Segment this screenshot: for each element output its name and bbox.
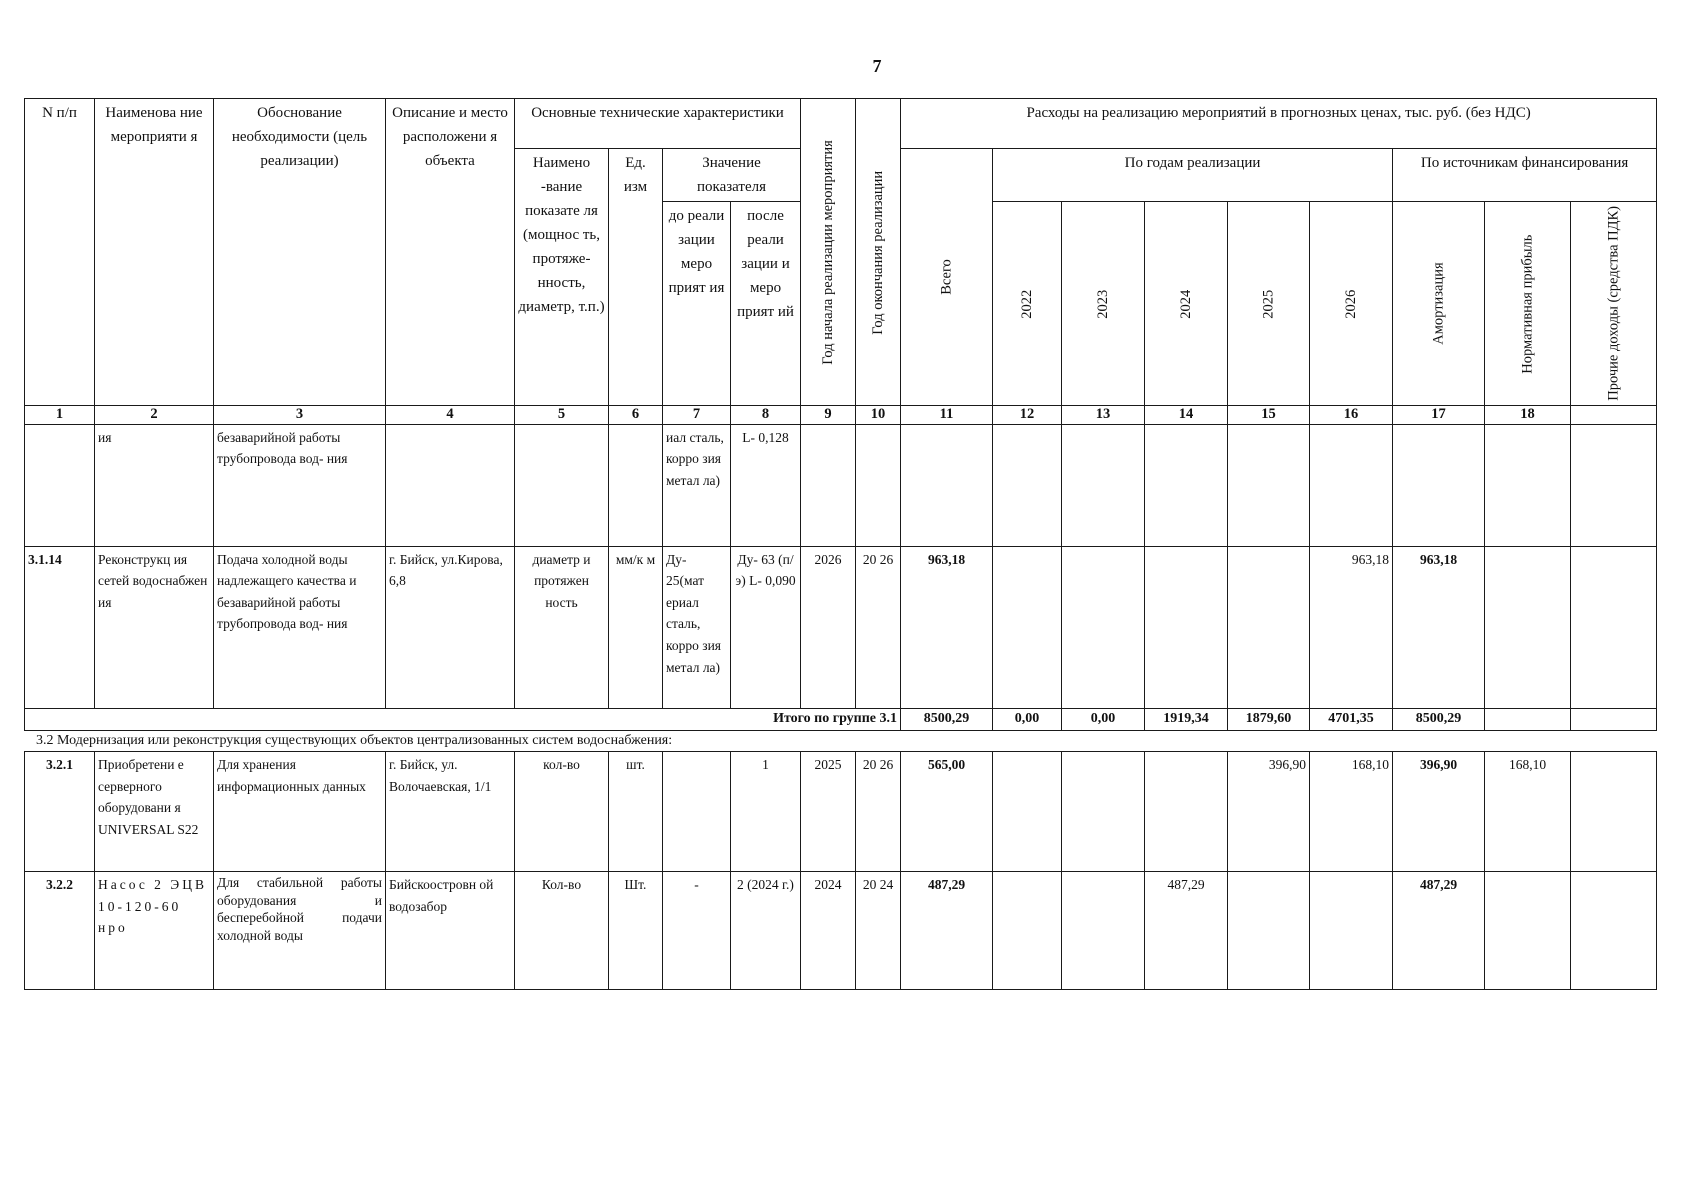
col-num: 17 — [1393, 405, 1485, 424]
row-before: иал сталь, корро зия метал ла) — [663, 424, 731, 546]
header-expenses: Расходы на реализацию мероприятий в прогнозных ценах, тыс. руб. (без НДС) — [901, 99, 1657, 149]
row-amortization: 963,18 — [1393, 546, 1485, 708]
group-total-2024: 1919,34 — [1145, 708, 1228, 730]
table-row — [25, 752, 1657, 872]
header-total: Всего — [901, 149, 993, 406]
row-amortization: 487,29 — [1393, 872, 1485, 990]
col-num: 8 — [731, 405, 801, 424]
col-num: 12 — [993, 405, 1062, 424]
row-description: г. Бийск, ул.Кирова, 6,8 — [386, 546, 515, 708]
header-name: Наименова ние мероприяти я — [95, 99, 214, 406]
col-num: 3 — [214, 405, 386, 424]
row-justification: безаварийной работы трубопровода вод- ния — [214, 424, 386, 546]
header-by-years: По годам реализации — [993, 149, 1393, 202]
col-num: 16 — [1310, 405, 1393, 424]
header-by-sources: По источникам финансирования — [1393, 149, 1657, 202]
header-justification: Обоснование необходимости (цель реализации) — [214, 99, 386, 406]
row-number: 3.1.14 — [25, 546, 95, 708]
col-num: 6 — [609, 405, 663, 424]
header-tech: Основные технические характеристики — [515, 99, 801, 149]
group-total-2022: 0,00 — [993, 708, 1062, 730]
row-after: 1 — [731, 752, 801, 872]
header-normative-profit: Нормативная прибыль — [1485, 202, 1571, 406]
row-number: 3.2.2 — [25, 872, 95, 990]
row-y2026: 963,18 — [1310, 546, 1393, 708]
row-name: Приобретени е серверного оборудовани я UNIVERSAL S22 — [95, 752, 214, 872]
row-name: Реконструкц ия сетей водоснабжен ия — [95, 546, 214, 708]
row-year-start: 2025 — [801, 752, 856, 872]
row-total: 487,29 — [901, 872, 993, 990]
table-row — [25, 872, 1657, 990]
header-indicator-name: Наимено -вание показате ля (мощнос ть, протяже- нность, диаметр, т.п.) — [515, 149, 609, 406]
row-total: 565,00 — [901, 752, 993, 872]
header-year-2025: 2025 — [1228, 202, 1310, 406]
row-before: Ду- 25(мат ериал сталь, корро зия метал ла) — [663, 546, 731, 708]
row-justification: Для стабильной работы оборудования и бесперебойной подачи холодной воды — [214, 872, 386, 990]
group-total-sum: 8500,29 — [901, 708, 993, 730]
row-number: 3.2.1 — [25, 752, 95, 872]
row-indicator: диаметр и протяжен ность — [515, 546, 609, 708]
row-after: L- 0,128 — [731, 424, 801, 546]
header-other-income: Прочие доходы (средства ПДК) — [1571, 202, 1657, 406]
header-year-2022: 2022 — [993, 202, 1062, 406]
header-year-end: Год окончания реализации — [856, 99, 901, 406]
row-y2026: 168,10 — [1310, 752, 1393, 872]
row-normative-profit: 168,10 — [1485, 752, 1571, 872]
header-description: Описание и место расположени я объекта — [386, 99, 515, 406]
col-num: 7 — [663, 405, 731, 424]
page-number: 7 — [872, 56, 882, 76]
column-number-row — [25, 405, 1657, 424]
row-unit: Шт. — [609, 872, 663, 990]
header-value: Значение показателя — [663, 149, 801, 202]
col-num: 9 — [801, 405, 856, 424]
row-indicator: Кол-во — [515, 872, 609, 990]
col-num: 18 — [1485, 405, 1571, 424]
row-year-end: 20 24 — [856, 872, 901, 990]
row-name: Насос 2 ЭЦВ 10-120-60 нро — [95, 872, 214, 990]
row-year-start: 2026 — [801, 546, 856, 708]
header-amortization: Амортизация — [1393, 202, 1485, 406]
group-total-label: Итого по группе 3.1 — [25, 708, 901, 730]
row-year-end: 20 26 — [856, 546, 901, 708]
col-num: 10 — [856, 405, 901, 424]
row-after: 2 (2024 г.) — [731, 872, 801, 990]
row-description: Бийскоостровн ой водозабор — [386, 872, 515, 990]
row-before: - — [663, 872, 731, 990]
col-num: 1 — [25, 405, 95, 424]
table-row — [25, 424, 1657, 546]
row-total: 963,18 — [901, 546, 993, 708]
col-num: 15 — [1228, 405, 1310, 424]
group-total-2023: 0,00 — [1062, 708, 1145, 730]
row-unit: мм/к м — [609, 546, 663, 708]
modernization-table — [24, 751, 1657, 990]
row-after: Ду- 63 (п/э) L- 0,090 — [731, 546, 801, 708]
header-year-2023: 2023 — [1062, 202, 1145, 406]
row-name: ия — [95, 424, 214, 546]
header-year-2026: 2026 — [1310, 202, 1393, 406]
header-before: до реали зации меро прият ия — [663, 202, 731, 406]
header-unit: Ед. изм — [609, 149, 663, 406]
group-total-amortization: 8500,29 — [1393, 708, 1485, 730]
row-justification: Для хранения информационных данных — [214, 752, 386, 872]
group-total-row — [25, 708, 1657, 730]
table-row — [25, 546, 1657, 708]
col-num: 13 — [1062, 405, 1145, 424]
row-amortization: 396,90 — [1393, 752, 1485, 872]
header-year-start: Год начала реализации мероприятия — [801, 99, 856, 406]
header-after: после реали зации и меро прият ий — [731, 202, 801, 406]
row-year-start: 2024 — [801, 872, 856, 990]
row-unit: шт. — [609, 752, 663, 872]
row-justification: Подача холодной воды надлежащего качества и безаварийной работы трубопровода вод- ния — [214, 546, 386, 708]
header-year-2024: 2024 — [1145, 202, 1228, 406]
row-description: г. Бийск, ул. Волочаевская, 1/1 — [386, 752, 515, 872]
col-num: 11 — [901, 405, 993, 424]
group-total-2026: 4701,35 — [1310, 708, 1393, 730]
row-indicator: кол-во — [515, 752, 609, 872]
row-year-end: 20 26 — [856, 752, 901, 872]
col-num: 4 — [386, 405, 515, 424]
header-n: N п/п — [25, 99, 95, 406]
row-y2024: 487,29 — [1145, 872, 1228, 990]
section-caption: 3.2 Модернизация или реконструкция существующих объектов централизованных систем водоснабжения: — [36, 733, 673, 748]
col-num: 14 — [1145, 405, 1228, 424]
col-num: 5 — [515, 405, 609, 424]
row-y2025: 396,90 — [1228, 752, 1310, 872]
investment-table — [24, 98, 1657, 731]
group-total-2025: 1879,60 — [1228, 708, 1310, 730]
col-num: 2 — [95, 405, 214, 424]
